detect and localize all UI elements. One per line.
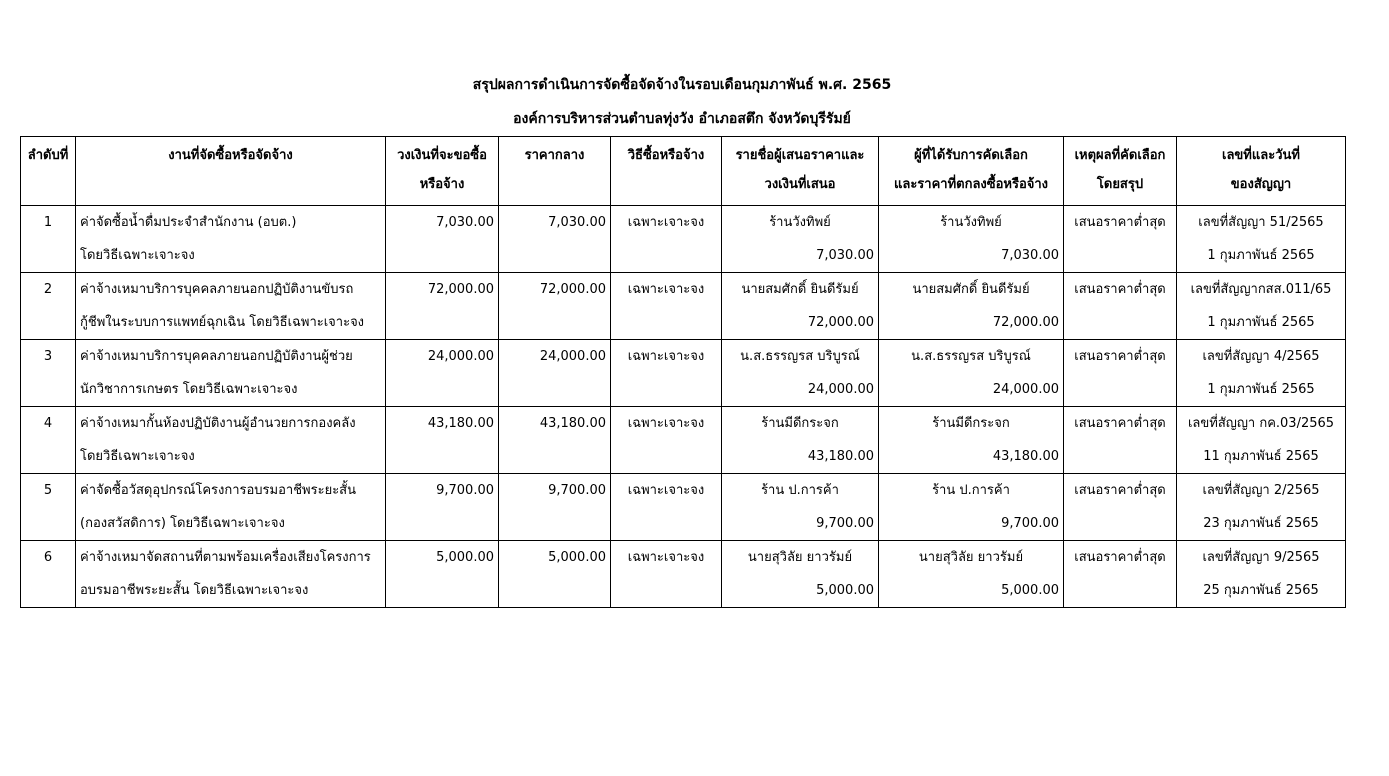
cell-text-bidder-name: ร้าน ป.การค้า — [761, 483, 839, 498]
header-no: ลำดับที่ — [21, 137, 76, 206]
cell-contract — [1177, 273, 1346, 340]
cell-work — [76, 340, 386, 407]
cell-text-no: 4 — [43, 416, 53, 431]
header-reason: เหตุผลที่คัดเลือก โดยสรุป — [1064, 137, 1177, 206]
procurement-table — [20, 136, 1346, 608]
table-row — [21, 273, 1346, 340]
cell-text-reason: เสนอราคาต่ำสุด — [1074, 416, 1166, 431]
cell-budget — [386, 273, 499, 340]
cell-text-budget: 24,000.00 — [427, 349, 494, 364]
table-row — [21, 474, 1346, 541]
cell-text-winner-price: 24,000.00 — [992, 382, 1059, 397]
cell-text-winner-name: ร้านวังทิพย์ — [940, 215, 1002, 230]
cell-text-bidder-name: ร้านมีดีกระจก — [761, 416, 839, 431]
cell-median-price — [499, 206, 611, 273]
cell-budget — [386, 407, 499, 474]
header-median-price: ราคากลาง — [499, 137, 611, 206]
header-row — [21, 137, 1346, 206]
cell-text-winner-price: 7,030.00 — [1001, 248, 1059, 263]
table-row — [21, 206, 1346, 273]
cell-text-method: เฉพาะเจาะจง — [627, 416, 705, 431]
cell-median-price — [499, 474, 611, 541]
cell-text-work-2: อบรมอาชีพระยะสั้น โดยวิธีเฉพาะเจาะจง — [80, 583, 309, 598]
cell-text-no: 3 — [43, 349, 53, 364]
cell-winner — [879, 273, 1064, 340]
cell-contract — [1177, 541, 1346, 608]
header-contract: เลขที่และวันที่ ของสัญญา — [1177, 137, 1346, 206]
cell-budget — [386, 340, 499, 407]
cell-method — [611, 474, 722, 541]
cell-contract — [1177, 474, 1346, 541]
cell-reason — [1064, 541, 1177, 608]
cell-reason — [1064, 206, 1177, 273]
cell-text-contract-1: เลขที่สัญญา 51/2565 — [1198, 215, 1324, 230]
cell-contract — [1177, 206, 1346, 273]
cell-text-contract-2: 1 กุมภาพันธ์ 2565 — [1207, 382, 1315, 397]
cell-text-winner-name: นายสมศักดิ์ ยินดีรัมย์ — [912, 282, 1030, 297]
cell-text-median: 9,700.00 — [548, 483, 606, 498]
cell-text-budget: 9,700.00 — [436, 483, 494, 498]
table-row — [21, 407, 1346, 474]
cell-text-winner-price: 72,000.00 — [992, 315, 1059, 330]
cell-bidder — [722, 206, 879, 273]
cell-text-method: เฉพาะเจาะจง — [627, 349, 705, 364]
cell-winner — [879, 474, 1064, 541]
cell-work — [76, 273, 386, 340]
cell-reason — [1064, 407, 1177, 474]
cell-median-price — [499, 340, 611, 407]
cell-text-median: 43,180.00 — [539, 416, 606, 431]
cell-reason — [1064, 273, 1177, 340]
cell-text-contract-1: เลขที่สัญญา 2/2565 — [1202, 483, 1320, 498]
cell-text-work-2: โดยวิธีเฉพาะเจาะจง — [80, 248, 195, 263]
cell-text-contract-2: 11 กุมภาพันธ์ 2565 — [1203, 449, 1319, 464]
cell-winner — [879, 407, 1064, 474]
cell-text-work-1: ค่าจ้างเหมาจัดสถานที่ตามพร้อมเครื่องเสียงโครงการ — [80, 550, 371, 565]
cell-bidder — [722, 541, 879, 608]
cell-text-contract-1: เลขที่สัญญากสส.011/65 — [1190, 282, 1332, 297]
cell-winner — [879, 206, 1064, 273]
cell-text-method: เฉพาะเจาะจง — [627, 483, 705, 498]
cell-text-bidder-name: นายสมศักดิ์ ยินดีรัมย์ — [741, 282, 859, 297]
cell-text-method: เฉพาะเจาะจง — [627, 550, 705, 565]
cell-text-no: 6 — [43, 550, 53, 565]
cell-text-budget: 43,180.00 — [427, 416, 494, 431]
cell-bidder — [722, 474, 879, 541]
cell-method — [611, 340, 722, 407]
cell-no — [21, 273, 76, 340]
cell-no — [21, 206, 76, 273]
cell-text-median: 7,030.00 — [548, 215, 606, 230]
cell-text-bidder-price: 43,180.00 — [807, 449, 874, 464]
cell-text-work-1: ค่าจ้างเหมาบริการบุคคลภายนอกปฏิบัติงานผู้ช่วย — [80, 349, 353, 364]
cell-median-price — [499, 407, 611, 474]
cell-text-bidder-price: 72,000.00 — [807, 315, 874, 330]
cell-text-bidder-name: น.ส.ธรรญรส บริบูรณ์ — [740, 349, 860, 364]
cell-text-median: 24,000.00 — [539, 349, 606, 364]
cell-text-contract-2: 23 กุมภาพันธ์ 2565 — [1203, 516, 1319, 531]
cell-reason — [1064, 474, 1177, 541]
cell-text-no: 5 — [43, 483, 53, 498]
cell-text-bidder-name: ร้านวังทิพย์ — [769, 215, 831, 230]
cell-text-bidder-price: 24,000.00 — [807, 382, 874, 397]
header-bidder: รายชื่อผู้เสนอราคาและ วงเงินที่เสนอ — [722, 137, 879, 206]
header-budget: วงเงินที่จะขอซื้อ หรือจ้าง — [386, 137, 499, 206]
cell-text-bidder-name: นายสุวิลัย ยาวรัมย์ — [747, 550, 853, 565]
cell-method — [611, 407, 722, 474]
header-winner: ผู้ที่ได้รับการคัดเลือก และราคาที่ตกลงซื้อหรือจ้าง — [879, 137, 1064, 206]
cell-text-reason: เสนอราคาต่ำสุด — [1074, 483, 1166, 498]
cell-text-work-2: กู้ชีพในระบบการแพทย์ฉุกเฉิน โดยวิธีเฉพาะเจาะจง — [80, 315, 365, 330]
cell-no — [21, 474, 76, 541]
cell-method — [611, 541, 722, 608]
cell-text-winner-name: น.ส.ธรรญรส บริบูรณ์ — [911, 349, 1031, 364]
cell-text-work-2: (กองสวัสดิการ) โดยวิธีเฉพาะเจาะจง — [80, 516, 285, 531]
cell-text-median: 72,000.00 — [539, 282, 606, 297]
cell-work — [76, 206, 386, 273]
cell-contract — [1177, 407, 1346, 474]
cell-work — [76, 407, 386, 474]
cell-median-price — [499, 273, 611, 340]
cell-text-contract-1: เลขที่สัญญา 9/2565 — [1202, 550, 1320, 565]
cell-bidder — [722, 273, 879, 340]
cell-text-work-1: ค่าจ้างเหมาบริการบุคคลภายนอกปฏิบัติงานขับรถ — [80, 282, 354, 297]
cell-text-reason: เสนอราคาต่ำสุด — [1074, 282, 1166, 297]
cell-text-contract-2: 1 กุมภาพันธ์ 2565 — [1207, 315, 1315, 330]
cell-bidder — [722, 340, 879, 407]
cell-budget — [386, 474, 499, 541]
cell-text-no: 2 — [43, 282, 53, 297]
cell-budget — [386, 541, 499, 608]
cell-text-contract-1: เลขที่สัญญา กค.03/2565 — [1187, 416, 1335, 431]
organization-title: องค์การบริหารส่วนตำบลทุ่งวัง อำเภอสตึก จังหวัดบุรีรัมย์ — [513, 111, 851, 127]
cell-no — [21, 340, 76, 407]
table-row — [21, 541, 1346, 608]
cell-text-winner-price: 9,700.00 — [1001, 516, 1059, 531]
cell-text-reason: เสนอราคาต่ำสุด — [1074, 550, 1166, 565]
header-work: งานที่จัดซื้อหรือจัดจ้าง — [76, 137, 386, 206]
cell-text-winner-name: ร้าน ป.การค้า — [932, 483, 1010, 498]
cell-reason — [1064, 340, 1177, 407]
cell-text-work-2: โดยวิธีเฉพาะเจาะจง — [80, 449, 195, 464]
cell-text-reason: เสนอราคาต่ำสุด — [1074, 215, 1166, 230]
cell-method — [611, 206, 722, 273]
cell-text-winner-price: 5,000.00 — [1001, 583, 1059, 598]
cell-contract — [1177, 340, 1346, 407]
cell-text-reason: เสนอราคาต่ำสุด — [1074, 349, 1166, 364]
cell-text-budget: 5,000.00 — [436, 550, 494, 565]
header-method: วิธีซื้อหรือจ้าง — [611, 137, 722, 206]
cell-text-work-1: ค่าจัดซื้อวัสดุอุปกรณ์โครงการอบรมอาชีพระยะสั้น — [80, 483, 356, 498]
cell-work — [76, 541, 386, 608]
cell-bidder — [722, 407, 879, 474]
cell-text-winner-name: นายสุวิลัย ยาวรัมย์ — [918, 550, 1024, 565]
cell-text-work-1: ค่าจ้างเหมากั้นห้องปฏิบัติงานผู้อำนวยการกองคลัง — [80, 416, 356, 431]
cell-text-method: เฉพาะเจาะจง — [627, 282, 705, 297]
cell-text-bidder-price: 7,030.00 — [816, 248, 874, 263]
cell-text-bidder-price: 9,700.00 — [816, 516, 874, 531]
cell-text-contract-2: 1 กุมภาพันธ์ 2565 — [1207, 248, 1315, 263]
cell-text-bidder-price: 5,000.00 — [816, 583, 874, 598]
cell-no — [21, 407, 76, 474]
cell-winner — [879, 541, 1064, 608]
cell-method — [611, 273, 722, 340]
cell-text-work-1: ค่าจัดซื้อน้ำดื่มประจำสำนักงาน (อบต.) — [80, 215, 297, 230]
cell-text-median: 5,000.00 — [548, 550, 606, 565]
cell-text-winner-name: ร้านมีดีกระจก — [932, 416, 1010, 431]
cell-median-price — [499, 541, 611, 608]
cell-work — [76, 474, 386, 541]
cell-text-contract-2: 25 กุมภาพันธ์ 2565 — [1203, 583, 1319, 598]
cell-no — [21, 541, 76, 608]
table-row — [21, 340, 1346, 407]
cell-text-no: 1 — [43, 215, 53, 230]
report-title: สรุปผลการดำเนินการจัดซื้อจัดจ้างในรอบเดือนกุมภาพันธ์ พ.ศ. 2565 — [472, 77, 892, 93]
cell-text-winner-price: 43,180.00 — [992, 449, 1059, 464]
cell-budget — [386, 206, 499, 273]
cell-text-budget: 7,030.00 — [436, 215, 494, 230]
cell-text-budget: 72,000.00 — [427, 282, 494, 297]
cell-text-method: เฉพาะเจาะจง — [627, 215, 705, 230]
cell-text-work-2: นักวิชาการเกษตร โดยวิธีเฉพาะเจาะจง — [80, 382, 298, 397]
cell-winner — [879, 340, 1064, 407]
cell-text-contract-1: เลขที่สัญญา 4/2565 — [1202, 349, 1320, 364]
